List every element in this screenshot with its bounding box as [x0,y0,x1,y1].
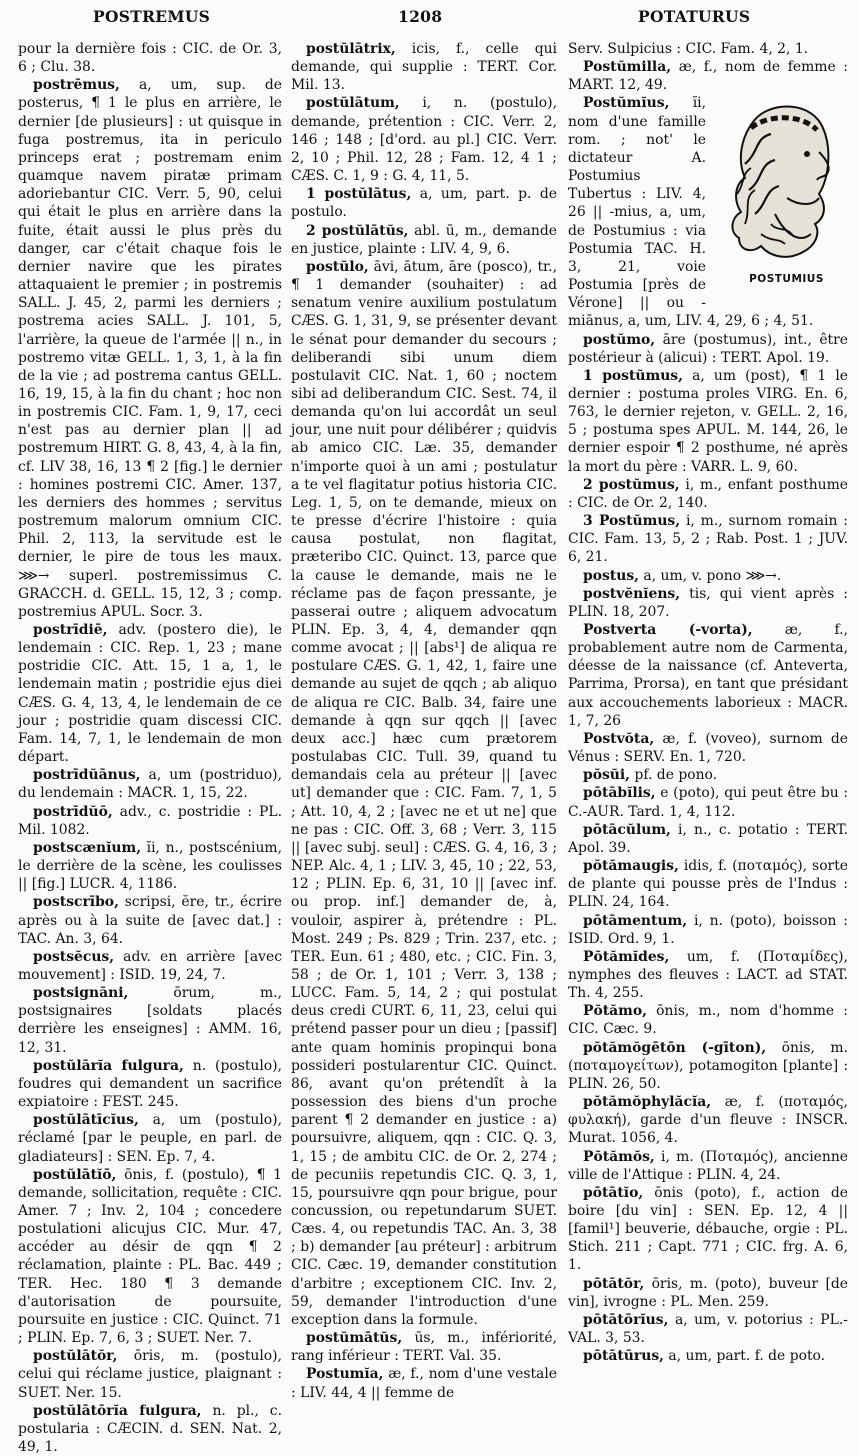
headword: postŭlātŏr, [33,1348,118,1365]
dictionary-entry [18,948,282,984]
dictionary-entry [291,258,557,1329]
dictionary-entry [291,185,557,221]
dictionary-entry [18,1166,282,1348]
dictionary-entry [291,94,557,185]
entry-text: ōris, m. (poto), buveur [de vin], ivrogne : PL. Men. 259. [568,1275,848,1310]
headword: postscrībo, [33,894,119,911]
entry-text: ōnis, m. (ποταμογείτων), potamogiton [plante] : PLIN. 26, 50. [568,1039,848,1092]
dictionary-entry [18,621,282,766]
headword: pōtātŏr, [583,1275,645,1292]
dictionary-entry [291,1365,557,1401]
headword: postscænĭum, [33,839,142,856]
dictionary-entry [568,1148,848,1184]
entry-text: Serv. Sulpicius : CIC. Fam. 4, 2, 1. [568,41,809,57]
running-head-right: POTATURUS [638,7,751,26]
headword: 1 postŭmus, [583,367,683,384]
dictionary-entry [291,40,557,94]
dictionary-entry [568,1184,848,1275]
headword: postŭlātrix, [306,41,396,57]
entry-text: ōrum, m., postsignaires [soldats placés derrière les enseignes] : AMM. 16, 12, 31. [18,985,282,1056]
headword: Pŏtămĭdes, [583,948,670,965]
headword: pŏtămaugis, [583,858,679,875]
entry-text: idis, f. (ποταμός), sorte de plante qui pousse près de l'Indus : PLIN. 24, 164. [568,858,848,911]
entry-text: icis, f., celle qui demande, qui supplie : TERT. Cor. Mil. 13. [291,41,557,94]
headword: Postumĭa, [306,1366,384,1383]
entry-text: pour la dernière fois : CIC. de Or. 3, 6 ; Clu. 38. [18,41,282,76]
headword: pōtātĭo, [583,1184,644,1201]
dictionary-entry [568,730,848,766]
entry-text: n. (postulo), foudres qui demandent un sacrifice expiatoire : FEST. 245. [18,1057,283,1111]
entry-text: e (poto), qui peut être bu : C.-AUR. Tard. 1, 4, 112. [568,785,848,820]
dictionary-entry [568,1039,848,1093]
dictionary-entry [18,984,282,1057]
entry-text: ōnis, m., nom d'homme : CIC. Cæc. 9. [568,1003,848,1038]
dictionary-entry [568,585,848,621]
dictionary-entry [291,222,557,258]
headword: Postŭmilla, [583,59,672,76]
column-1 [18,40,283,1456]
entry-text: æ, f. (ποταμός, φυλακή), garde d'un fleuve : INSCR. Murat. 1056, 4. [568,1094,848,1147]
dictionary-entry [568,367,848,476]
dictionary-entry [568,784,848,820]
headword: pōtācŭlum, [583,821,671,838]
entry-text: n. pl., c. postularia : CÆCIN. d. SEN. Nat. 2, 49, 1. [18,1402,282,1456]
entry-text: i, m., surnom romain : CIC. Fam. 13, 5, 2 ; Rab. Post. 1 ; JUV. 6, 21. [568,513,848,566]
headword: 2 postŭmus, [583,476,680,493]
dictionary-entry [568,1093,848,1147]
entry-text: adv. (postero die), le lendemain : CIC. Rep. 1, 23 ; mane postridie CIC. Att. 15, 1 a, 1, le lendemain matin ; postridie ejus diei CÆS. G. 4, 13, 4, le lendemain de ce jour ; postridie quam discessi CIC. Fam. 14, 7, 1, le lendemain de mon départ. [18,622,282,766]
dictionary-entry [18,1402,282,1456]
dictionary-entry [568,821,848,857]
dictionary-entry [568,1311,848,1347]
entry-text: æ, f., nom de femme : MART. 12, 49. [568,59,848,94]
headword: 2 postŭlātŭs, [306,222,409,239]
dictionary-entry [568,857,848,911]
running-head-left: POSTREMUS [93,7,211,26]
headword: 3 Postŭmus, [583,513,681,530]
entry-text: um, f. (Ποταμίδες), nymphes des fleuves : LACT. ad STAT. Th. 4, 255. [568,948,848,1002]
running-header [0,8,858,34]
headword: pōtātūrus, [583,1348,664,1365]
entry-text: āre (postumus), int., être postérieur à (alicui) : TERT. Apol. 19. [568,331,848,366]
headword: postrīdiē, [33,622,108,638]
postumius-coin-illustration [710,94,848,304]
dictionary-entry [568,1275,848,1311]
headword: Postŭmĭus, [583,95,670,112]
entry-text: æ, f. (voveo), surnom de Vénus : SERV. En. 1, 720. [568,730,848,766]
entry-text: i, m., enfant posthume : CIC. de Or. 2, 140. [568,476,848,511]
headword: Pŏtămo, [583,1003,647,1020]
dictionary-entry [568,948,848,1002]
headword: postŭlātĭō, [33,1166,117,1183]
entry-text: i, n. (poto), boisson : ISID. Ord. 9, 1. [568,912,848,947]
entry-text: a, um, sup. de posterus, ¶ 1 le plus en arrière, le dernier [de plusieurs] : ut quisque in fuga postremus, ita in periculo princeps erat ; postremam enim quamque navem piratæ primam adoriebantur CIC. Verr. 5, 90, celui qui était le plus en arrière dans la fuite, était aussi le plus près du danger, car c'était chaque fois le dernier navire que les pirates attaquaient le premier ; in postremis SALL. J. 45, 2, parmi les derniers ; postrema acies SALL. J. 101, 5, l'arrière, la queue de l'armée || n., in postremo vitæ GELL. 1, 3, 1, à la fin de la vie ; ad postrema cantus GELL. 16, 19, 15, à la fin du chant ; hoc non in postremis CIC. Fam. 1, 9, 17, ceci n'est pas au dernier plan || ad postremum HIRT. G. 8, 43, 4, à la fin, cf. LIV 38, 16, 13 ¶ 2 [fig.] le dernier : homines postremi CIC. Amer. 137, les derniers des hommes ; servitus postremum malorum omnium CIC. Phil. 2, 113, la servitude est le dernier, le pire de tous les maux. ⋙→ superl. postremissimus C. GRACCH. d. GELL. 15, 12, 3 ; comp. postremius APUL. Socr. 3. [18,77,282,620]
headword: postrīdŭō, [33,803,113,820]
entry-text: adv., c. postridie : PL. Mil. 1082. [18,803,282,838]
entry-text: adv. en arrière [avec mouvement] : ISID. 19, 24, 7. [18,948,282,983]
dictionary-entry [18,40,282,76]
headword: postvĕnĭens, [583,585,681,602]
headword: pōtāmentum, [583,912,688,929]
headword: postŭmo, [583,331,656,348]
headword: postŭmātŭs, [306,1330,403,1347]
entry-text: æ, f., probablement autre nom de Carmenta, déesse de la naissance (cf. Anteverta, Parrima, Prorsa), en tant que présidant aux accouchements laborieux : MACR. 1, 7, 26 [568,622,848,729]
dictionary-entry [18,839,282,893]
headword: Postvŏta, [583,730,655,747]
dictionary-entry [568,1347,848,1365]
entry-text: tis, qui vient après : PLIN. 18, 207. [568,585,848,620]
dictionary-entry [291,1329,557,1365]
headword: postsĕcus, [33,948,115,965]
dictionary-entry [18,893,282,947]
entry-text: a, um (post), ¶ 1 le dernier : postuma proles VIRG. En. 6, 763, le dernier rejeton, v. GELL. 2, 16, 5 ; postuma spes APUL. M. 144, 26, le dernier espoir ¶ 2 posthume, né après la mort du père : VARR. L. 9, 60. [568,367,848,475]
headword: postŭlātīcĭus, [33,1112,139,1129]
headword: 1 postŭlātus, [306,186,412,203]
entry-text: a, um, part. f. de poto. [668,1348,826,1365]
column-2 [291,40,558,1401]
headword: postŭlārĭa fulgura, [33,1057,184,1074]
entry-text: a, um (postriduo), du lendemain : MACR. 1, 15, 22. [18,767,282,802]
dictionary-entry [568,40,848,58]
dictionary-entry [18,803,282,839]
headword: postŭlātōrĭa fulgura, [33,1402,202,1419]
headword: Postverta (-vorta), [583,622,753,638]
dictionary-entry [568,766,848,784]
dictionary-entry [568,1002,848,1038]
entry-text: ūs, m., infériorité, rang inférieur : TERT. Val. 35. [291,1330,557,1365]
headword: pŏtămŏphylăcĭa, [583,1094,712,1111]
dictionary-entry [568,94,848,330]
headword: postrēmus, [33,77,120,94]
dictionary-entry [18,766,282,802]
headword: pŏsŭi, [583,767,631,784]
entry-text: i, m. (Ποταμός), ancienne ville de l'Attique : PLIN. 4, 24. [568,1148,848,1183]
entry-text: ĭi, nom d'une famille rom. ; not' le dictateur A. Postumius Tubertus : LIV. 4, 26 || -mius, a, um, de Postumius : via Postumia TAC. H. 3, 21, voie Postumia [près de Vérone] || ou -miānus, a, um, LIV. 4, 29, 6 ; 4, 51. [568,95,814,330]
dictionary-entry [18,1347,282,1401]
headword: postŭlo, [306,258,369,275]
entry-text: pf. de pono. [634,767,718,784]
headword: postsignāni, [33,985,129,1002]
headword: postus, [583,567,639,584]
illustration-caption: POSTUMIUS [749,273,824,286]
dictionary-entry [568,912,848,948]
headword: pōtātōrĭus, [583,1311,669,1328]
entry-text: ĭi, n., postscénium, le derrière de la scène, les coulisses || [fig.] LUCR. 4, 1186. [18,839,282,893]
entry-text: scripsi, ĕre, tr., écrire après ou à la suite de [avec dat.] : TAC. An. 3, 64. [18,894,282,947]
headword: Pŏtămŏs, [583,1148,655,1165]
dictionary-entry [568,512,848,566]
entry-text: abl. ū, m., demande en justice, plainte : LIV. 4, 9, 6. [291,222,557,257]
entry-text: a, um, v. potorius : PL.-VAL. 3, 53. [568,1311,848,1347]
entry-text: i, n. (postulo), demande, prétention : CIC. Verr. 2, 146 ; 148 ; [d'ord. au pl.] CIC. Verr. 2, 10 ; Phil. 12, 28 ; Fam. 12, 4 1 ; CÆS. C. 1, 9 : G. 4, 11, 5. [291,95,557,185]
entry-text: a, um (postulo), réclamé [par le peuple, en parl. de gladiateurs] : SEN. Ep. 7, 4. [18,1112,282,1165]
entry-text: a, um, v. pono ⋙→. [643,567,782,584]
headword: pŏtămŏgētōn (-gīton), [583,1039,767,1056]
entry-text: ōnis, f. (postulo), ¶ 1 demande, sollicitation, requête : CIC. Amer. 7 ; Inv. 2, 104 ; concedere postulationi alicujus CIC. Mur. 47, accéder au désir de qqn ¶ 2 réclamation, plainte : PL. Bac. 449 ; TER. Hec. 180 ¶ 3 demande d'autorisation de poursuite, poursuite en justice : CIC. Quinct. 71 ; PLIN. Ep. 7, 6, 3 ; SUET. Ner. 7. [18,1166,282,1347]
entry-text: i, n., c. potatio : TERT. Apol. 39. [568,821,848,856]
headword: postrīdŭānus, [33,767,141,784]
column-3 [568,40,848,1365]
dictionary-entry [568,331,848,367]
dictionary-entry [568,58,848,94]
dictionary-entry [568,567,848,585]
entry-text: ōris, m. (postulo), celui qui réclame justice, plaignant : SUET. Ner. 15. [18,1348,282,1401]
laureate-head-icon [715,94,843,270]
dictionary-entry [568,476,848,512]
dictionary-entry [18,1057,282,1111]
entry-text: ōnis (poto), f., action de boire [du vin] : SEN. Ep. 12, 4 || [famil¹] beuverie, débauche, orgie : PL. Stich. 211 ; Capt. 771 ; CIC. frg. A. 6, 1. [568,1184,848,1274]
entry-text: a, um, part. p. de postulo. [291,186,557,221]
entry-text: āvi, ātum, āre (posco), tr., ¶ 1 demander (souhaiter) : ad senatum venire auxilium postulatum CÆS. G. 1, 31, 9, se présenter devant le sénat pour demander du secours ; deliberandi sibi unum diem postulavit CIC. Nat. 1, 60 ; noctem sibi ad deliberandum CIC. Sest. 74, il demanda qu'on lui accordât un seul jour, une nuit pour délibérer ; quidvis ab amico CIC. Læ. 35, demander n'importe quoi à un ami ; postulatur a te vel flagitatur potius historia CIC. Leg. 1, 5, on te demande, mieux on te presse d'écrire l'histoire : quia causa postulat, non flagitat, præteribo CIC. Quinct. 13, parce que la cause le demande, mais ne le réclame pas de façon pressante, je passerai outre ; aliquem advocatum PLIN. Ep. 3, 4, 4, demander qqn comme avocat ; || [abs¹] de aliqua re postulare CÆS. G. 1, 42, 1, faire une demande au sujet de qqch ; ab aliquo de aliqua re CIC. Balb. 34, faire une demande à qqn sur qqch || [avec deux acc.] hæc cum prætorem postulabas CIC. Tull. 39, quand tu demandais cela au préteur || [avec ut] demander que : CIC. Fam. 7, 1, 5 ; Att. 10, 4, 2 ; [avec ne et ut ne] que ne pas : CIC. Off. 3, 68 ; Verr. 3, 115 || [avec subj. seul] : CÆS. G. 4, 16, 3 ; NEP. Alc. 4, 1 ; LIV. 3, 45, 10 ; 22, 53, 12 ; PLIN. Ep. 6, 31, 10 || [avec inf. ou prop. inf.] demander de, à, vouloir, aspirer à, prétendre : PL. Most. 249 ; Ps. 829 ; Trin. 237, etc. ; TER. Eun. 61 ; 480, etc. ; CIC. Fin. 3, 58 ; de Or. 1, 101 ; Verr. 3, 138 ; LUCC. Fam. 5, 14, 2 ; qui postulat deus credi CURT. 6, 11, 23, celui qui prétend passer pour un dieu ; [passif] ante quam hominis propinqui bona possideri postularentur CIC. Quinct. 86, avant qu'on prétendît à la possession des biens d'un proche parent ¶ 2 demander en justice : a) poursuivre, aliquem, qqn : CIC. Q. 3, 1, 15 ; de ambitu CIC. de Or. 2, 274 ; de pecuniis repetundis CIC. Q. 3, 1, 15, poursuivre qqn pour brigue, pour concussion, ou repetundarum SUET. Cæs. 4, ou repetundis TAC. An. 3, 38 ; b) demander [au préteur] : arbitrum CIC. Cæc. 19, demander constitution d'arbitre ; exceptionem CIC. Inv. 2, 59, demander l'introduction d'une exception dans la formule. [291,258,557,1328]
headword: postŭlātum, [306,95,400,112]
page-number: 1208 [398,7,443,26]
dictionary-entry [18,76,282,621]
dictionary-entry [568,621,848,730]
headword: pōtābĭlis, [583,785,656,802]
dictionary-entry [18,1111,282,1165]
entry-text: æ, f., nom d'une vestale : LIV. 44, 4 || femme de [291,1366,558,1401]
